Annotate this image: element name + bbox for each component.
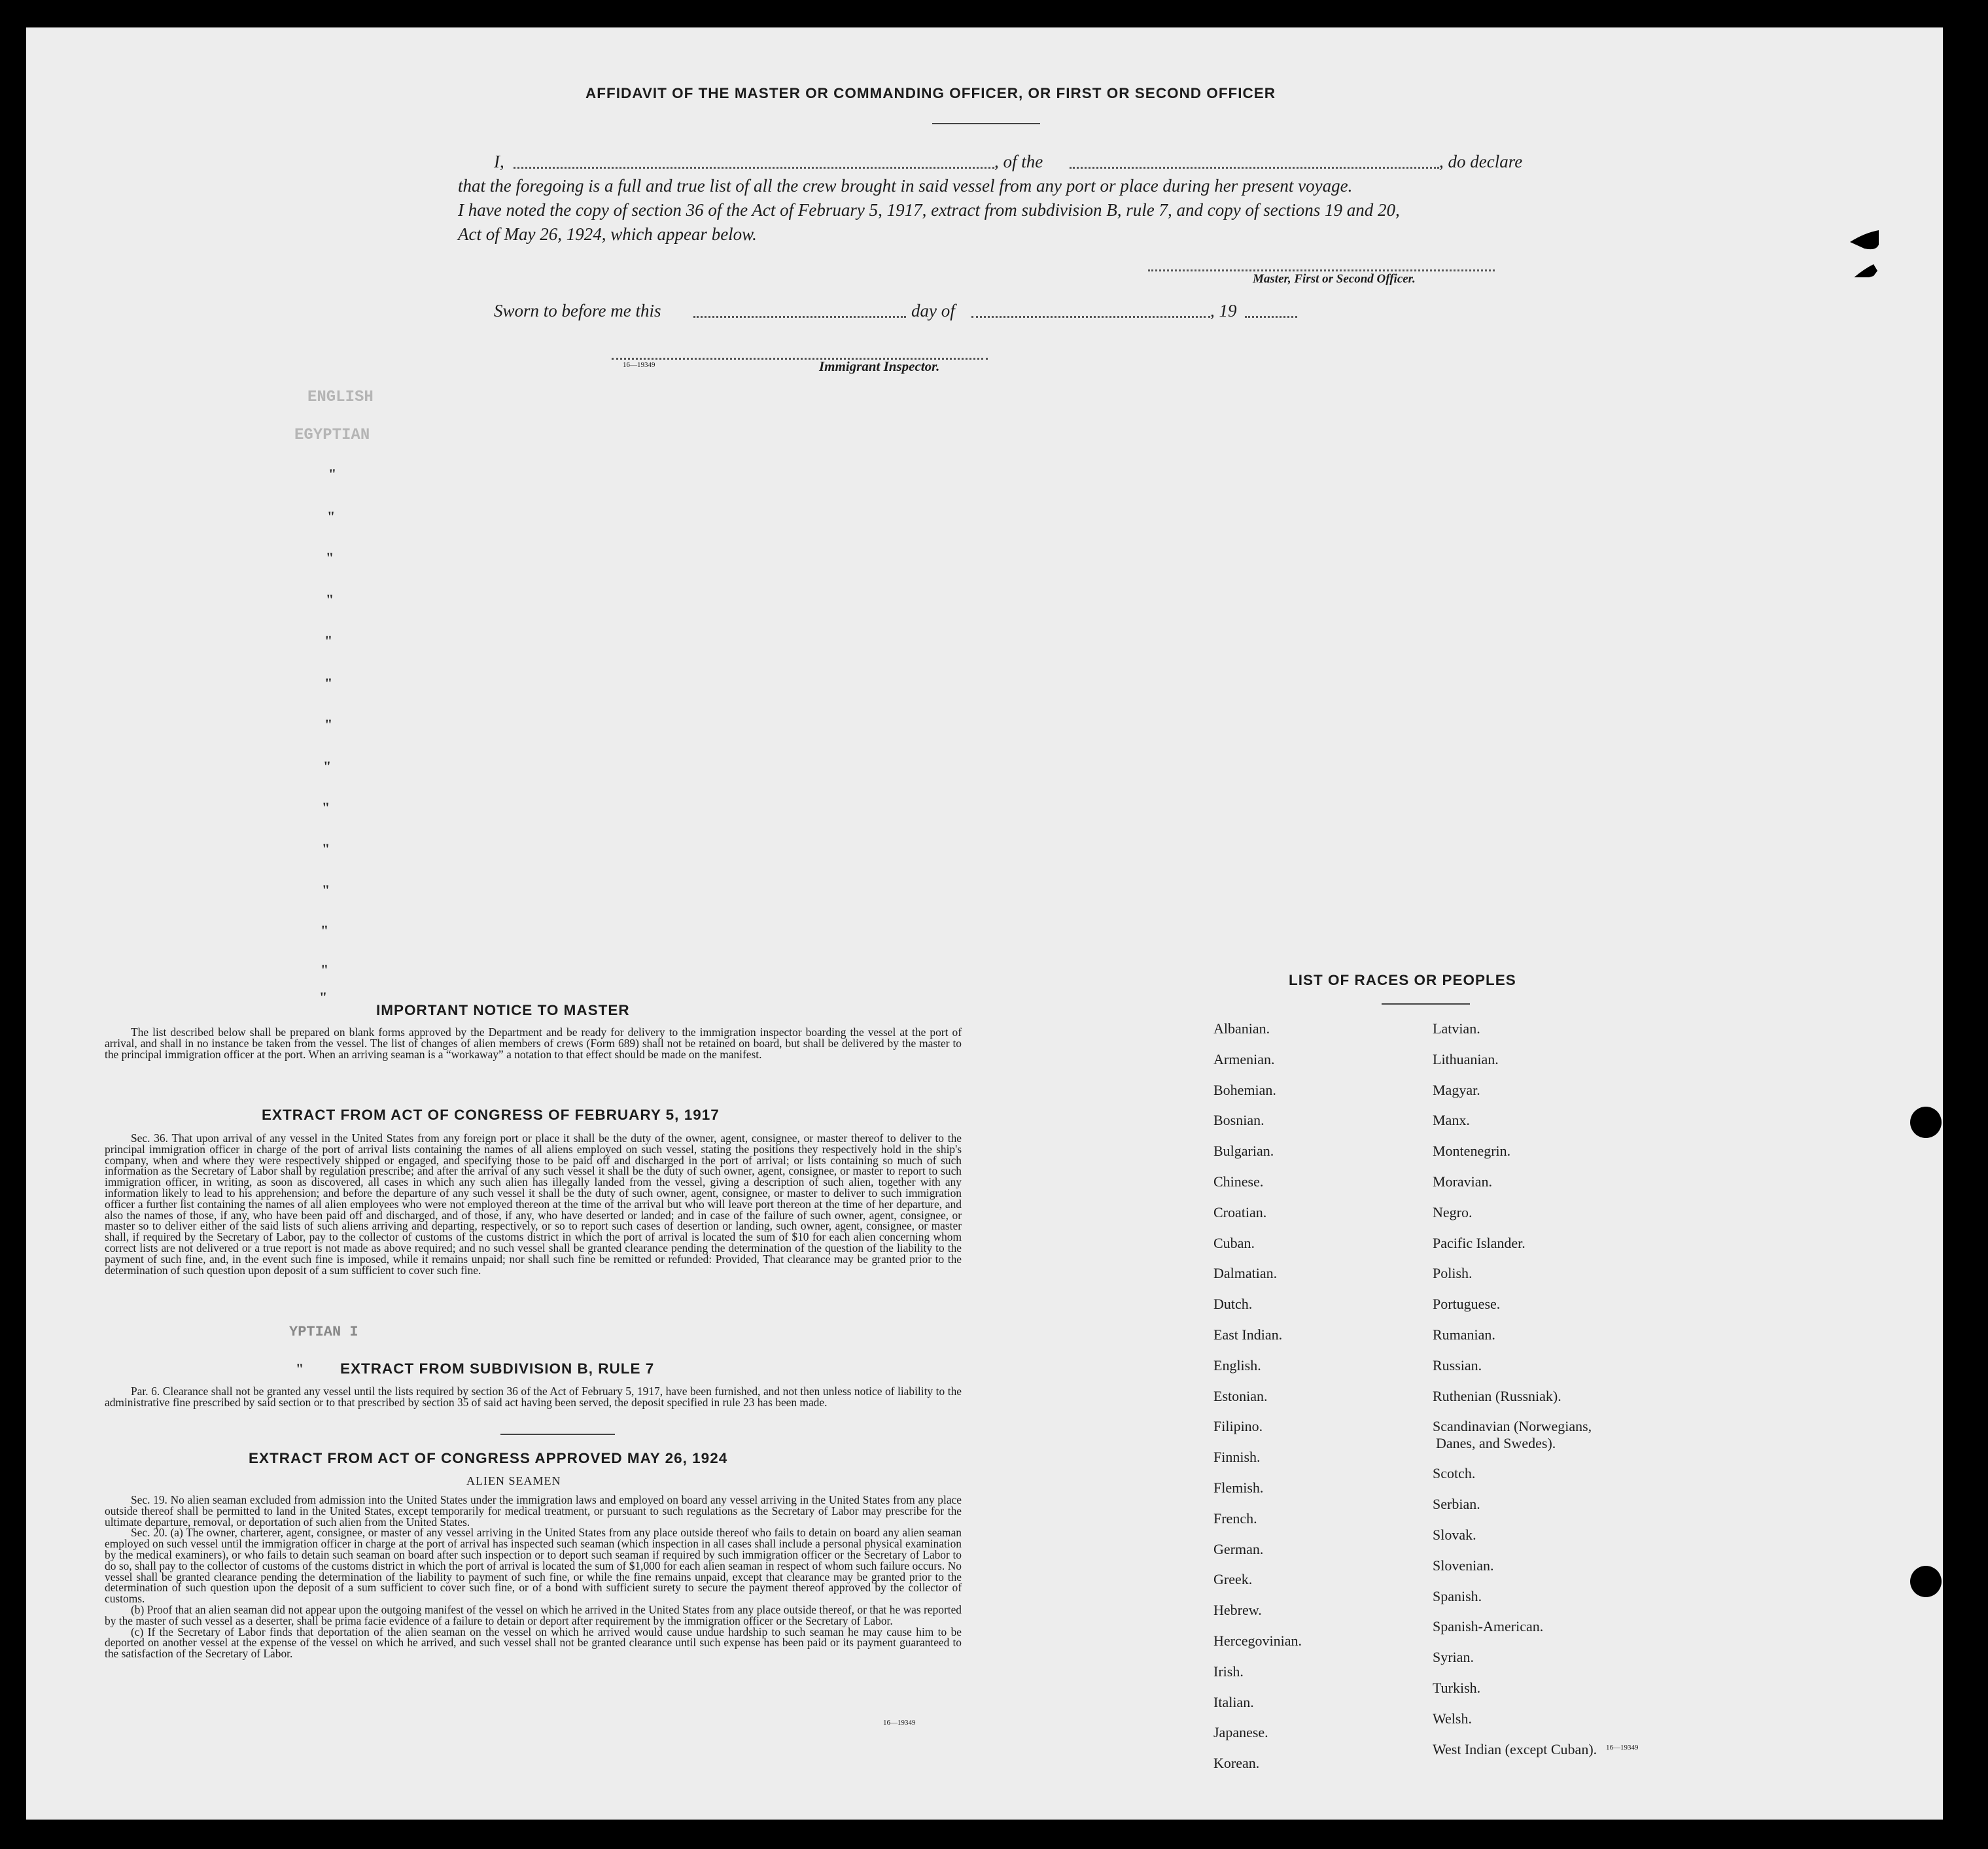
race-item: Bohemian. xyxy=(1213,1081,1276,1098)
race-item: Pacific Islander. xyxy=(1433,1234,1526,1251)
section-20b: (b) Proof that an alien seaman did not appear upon the outgoing manifest of the vessel on which he arrived in the United States from any place outside thereof, or that he was reported by the master of such vessel as a deserter, shall be prima facie evidence of a failure to detain or deport after requirement by the immigration officer or the Secretary of Labor. xyxy=(105,1602,962,1627)
race-item: Slovak. xyxy=(1433,1526,1476,1543)
sworn-month-blank xyxy=(971,316,1210,318)
punch-hole xyxy=(1910,1566,1942,1597)
declaration-line-1 xyxy=(494,150,1541,176)
race-item: Portuguese. xyxy=(1433,1296,1501,1313)
race-item: French. xyxy=(1213,1510,1257,1527)
affidavit-form-number: 16—19349 xyxy=(623,361,655,369)
ditto-mark: " xyxy=(326,549,334,566)
race-item: Albanian. xyxy=(1213,1020,1270,1037)
race-item: Italian. xyxy=(1213,1693,1254,1710)
race-item: Estonian. xyxy=(1213,1387,1268,1404)
race-item: Hercegovinian. xyxy=(1213,1632,1302,1649)
ditto-mark: " xyxy=(327,508,336,525)
race-item: Ruthenian (Russniak). xyxy=(1433,1387,1561,1404)
race-item: German. xyxy=(1213,1540,1264,1557)
race-item: Spanish. xyxy=(1433,1587,1482,1604)
race-item: Scotch. xyxy=(1433,1465,1476,1482)
race-item: Flemish. xyxy=(1213,1479,1264,1496)
ditto-mark: " xyxy=(322,882,330,898)
race-item: Bulgarian. xyxy=(1213,1143,1274,1160)
race-item: Spanish-American. xyxy=(1433,1618,1544,1635)
race-item: East Indian. xyxy=(1213,1326,1283,1343)
races-right-column xyxy=(1433,1014,1597,1765)
race-item: Latvian. xyxy=(1433,1020,1480,1037)
race-item: Rumanian. xyxy=(1433,1326,1495,1343)
race-item: Croatian. xyxy=(1213,1203,1267,1220)
race-item: Serbian. xyxy=(1433,1496,1480,1513)
race-item: Turkish. xyxy=(1433,1679,1481,1696)
race-item: Hebrew. xyxy=(1213,1602,1262,1619)
ditto-mark: " xyxy=(324,675,333,691)
race-item: Welsh. xyxy=(1433,1710,1472,1727)
declaration-line-3: I have noted the copy of section 36 of the Act of February 5, 1917, extract from subdivision B, rule 7, and copy of sections 19 and 20, xyxy=(458,200,1400,220)
extract-1924-title: EXTRACT FROM ACT OF CONGRESS APPROVED MAY 26, 1924 xyxy=(249,1450,728,1466)
race-item: Manx. xyxy=(1433,1112,1470,1129)
alien-seamen-subtitle: ALIEN SEAMEN xyxy=(466,1474,561,1487)
torn-mark xyxy=(1845,199,1891,277)
ditto-mark: " xyxy=(328,466,337,482)
sworn-year: , 19 xyxy=(1210,301,1237,320)
punch-hole xyxy=(1910,1107,1942,1138)
document-page xyxy=(26,27,1943,1820)
extract-1917-text: Sec. 36. That upon arrival of any vessel in the United States from any foreign port or place it shall be the duty of the owner, agent, consignee, or master thereof to deliver to the principal immigration officer in charge of the port of arrival lists containing the names of all aliens employed on such vessel, stating the positions they respectively hold in the ship's company, when and where they were respectively shipped or engaged, and specifying those to be paid off and discharged in the port of arrival; or lists containing so much of such information as the Secretary of Labor shall by regulation prescribe; and after the arrival of any such vessel it shall be the duty of such owner, agent, consignee, or master to report to such immigration officer, in writing, as soon as discovered, all cases in which any such alien has illegally landed from the vessel, giving a description of such alien, together with any information likely to lead to his apprehension; and before the departure of any such vessel it shall be the duty of such owner, agent, consignee, or master to deliver to such immigration officer a further list containing the names of all alien employees who were not employed thereon at the time of the arrival but who will leave port thereon at the time of her departure, and also the names of those, if any, who have been paid off and discharged, and of those, if any, who have deserted or landed; and in case of the failure of such owner, agent, consignee, or master so to deliver either of the said lists of such aliens arriving and departing, respectively, or so to report such cases of desertion or landing, such owner, agent, consignee, or master shall, if required by the Secretary of Labor, pay to the collector of customs of the customs district in which the port of arrival is located the sum of $10 for each alien concerning whom correct lists are not delivered or a true report is not made as above required; and no such vessel shall be granted clearance pending the determination of the question of the liability to the payment of such fine, and, in the event such fine is imposed, while it remains unpaid; nor shall such fine be remitted or refunded: Provided, That clearance may be granted prior to the determination of such question upon deposit of a sum sufficient to cover such fine. xyxy=(105,1132,962,1277)
notice-title: IMPORTANT NOTICE TO MASTER xyxy=(376,1002,630,1018)
races-left-column xyxy=(1213,1014,1302,1779)
race-item: Chinese. xyxy=(1213,1173,1264,1190)
ditto-mark: " xyxy=(324,716,333,733)
race-item: Japanese. xyxy=(1213,1724,1268,1741)
rule7-divider xyxy=(500,1434,615,1435)
race-item: Finnish. xyxy=(1213,1449,1261,1466)
sworn-line xyxy=(494,299,1312,325)
name-blank xyxy=(514,167,994,169)
extract-1917-title: EXTRACT FROM ACT OF CONGRESS OF FEBRUARY 5, 1917 xyxy=(262,1107,720,1123)
race-item: West Indian (except Cuban). xyxy=(1433,1740,1597,1757)
scan-entry-egyptian: EGYPTIAN xyxy=(294,426,370,444)
race-item: Cuban. xyxy=(1213,1234,1255,1251)
ditto-mark: " xyxy=(296,1360,304,1377)
race-item: Bosnian. xyxy=(1213,1112,1264,1129)
ditto-mark: " xyxy=(321,961,329,978)
race-item: Dutch. xyxy=(1213,1296,1253,1313)
ditto-mark: " xyxy=(323,758,332,774)
race-item xyxy=(1433,1411,1597,1459)
inspector-label: Immigrant Inspector. xyxy=(819,358,940,374)
sworn-year-blank xyxy=(1245,316,1297,318)
race-item: Filipino. xyxy=(1213,1418,1263,1435)
race-item: Negro. xyxy=(1433,1203,1473,1220)
scan-entry-english: ENGLISH xyxy=(307,389,374,406)
declaration-of-the: , of the xyxy=(994,152,1043,171)
extract-form-number: 16—19349 xyxy=(883,1719,916,1727)
scan-entry-yptian: YPTIAN I xyxy=(289,1324,358,1340)
sworn-day-of: day of xyxy=(911,301,955,320)
race-item-scandinavian: Scandinavian (Norwegians, xyxy=(1433,1418,1592,1435)
ditto-mark: " xyxy=(319,989,328,1005)
declaration-line-4: Act of May 26, 1924, which appear below. xyxy=(458,224,757,244)
race-item: Syrian. xyxy=(1433,1649,1474,1666)
ditto-mark: " xyxy=(321,922,329,939)
race-item: Polish. xyxy=(1433,1265,1473,1282)
race-item: Moravian. xyxy=(1433,1173,1493,1190)
sworn-prefix: Sworn to before me this xyxy=(494,301,661,320)
ditto-mark: " xyxy=(322,799,330,816)
race-item: English. xyxy=(1213,1357,1261,1374)
race-item: Magyar. xyxy=(1433,1081,1480,1098)
races-divider xyxy=(1382,1003,1470,1005)
section-20c: (c) If the Secretary of Labor finds that deportation of the alien seaman on the vessel on which he arrived would cause undue hardship to such seaman he may cause him to be deported on another vessel at the expense of the vessel on which he arrived, and such vessel shall not be granted clearance until such expense has been paid or its payment guaranteed to the satisfaction of the Secretary of Labor. xyxy=(105,1625,962,1661)
notice-text: The list described below shall be prepared on blank forms approved by the Department and be ready for delivery to the immigration inspector boarding the vessel at the port of arrival, and shall in no instance be taken from the vessel. The list of changes of alien members of crews (Form 689) shall not be retained on board, but shall be delivered by the master to the principal immigration officer at the port. When an arriving seaman is a “workaway” a notation to that effect should be made on the manifest. xyxy=(105,1026,962,1061)
vessel-blank xyxy=(1070,167,1439,169)
race-item: Irish. xyxy=(1213,1663,1244,1680)
race-item: Slovenian. xyxy=(1433,1557,1494,1574)
extract-rule7-text: Par. 6. Clearance shall not be granted any vessel until the lists required by section 36 of the Act of February 5, 1917, have been furnished, and not then unless notice of liability to the administrative fine prescribed by said section or to that prescribed by section 35 of said act having been served, the deposit specified in rule 23 has been made. xyxy=(105,1385,962,1409)
extract-1924-sections xyxy=(105,1495,962,1659)
race-item-scandinavian-cont: Danes, and Swedes). xyxy=(1436,1435,1556,1452)
race-item: Greek. xyxy=(1213,1571,1253,1588)
ditto-mark: " xyxy=(324,632,333,649)
ditto-mark: " xyxy=(326,591,334,608)
section-20a: Sec. 20. (a) The owner, charterer, agent, consignee, or master of any vessel arriving in the United States from any place outside thereof who fails to detain on board any alien seaman employed on such vessel until the immigration officer in charge at the port of arrival has inspected such seaman (which inspection in all cases shall include a personal physical examination by the medical examiners), or who fails to detain such seaman on board after such inspection or to deport such seaman if required by such immigration officer or the Secretary of Labor to do so, shall pay to the collector of customs of the customs district in which the port of arrival is located the sum of $1,000 for each alien seaman in respect of whom such failure occurs. No vessel shall be granted clearance pending the determination of the liability to payment of such fine, or while the fine remains unpaid, except that clearance may be granted prior to the determination of such question upon the deposit of a sum sufficient to cover such fine, or of a bond with sufficient surety to secure the payment thereof approved by the collector of customs. xyxy=(105,1526,962,1606)
declaration-i: I, xyxy=(494,152,504,171)
master-signature-label: Master, First or Second Officer. xyxy=(1253,272,1416,286)
races-title: LIST OF RACES OR PEOPLES xyxy=(1289,972,1516,988)
title-divider xyxy=(932,123,1040,124)
affidavit-title: AFFIDAVIT OF THE MASTER OR COMMANDING OFFICER, OR FIRST OR SECOND OFFICER xyxy=(585,85,1276,101)
race-item: Lithuanian. xyxy=(1433,1050,1499,1067)
race-item: Armenian. xyxy=(1213,1050,1275,1067)
ditto-mark: " xyxy=(322,840,330,857)
sworn-day-blank xyxy=(693,316,906,318)
race-item: Dalmatian. xyxy=(1213,1265,1278,1282)
declaration-line-2: that the foregoing is a full and true list of all the crew brought in said vessel from any port or place during her present voyage. xyxy=(458,176,1353,196)
race-item: Montenegrin. xyxy=(1433,1143,1511,1160)
section-19: Sec. 19. No alien seaman excluded from admission into the United States under the immigration laws and employed on board any vessel arriving in the United States from any place outside thereof shall be permitted to land in the United States, except temporarily for medical treatment, or pursuant to such regulations as the Secretary of Labor may prescribe for the ultimate departure, removal, or deportation of such alien from the United States. xyxy=(105,1493,962,1529)
declaration-declare: , do declare xyxy=(1439,152,1523,171)
race-item: Korean. xyxy=(1213,1755,1260,1772)
races-form-number: 16—19349 xyxy=(1606,1744,1639,1752)
race-item: Russian. xyxy=(1433,1357,1482,1374)
extract-rule7-title: EXTRACT FROM SUBDIVISION B, RULE 7 xyxy=(340,1360,655,1377)
